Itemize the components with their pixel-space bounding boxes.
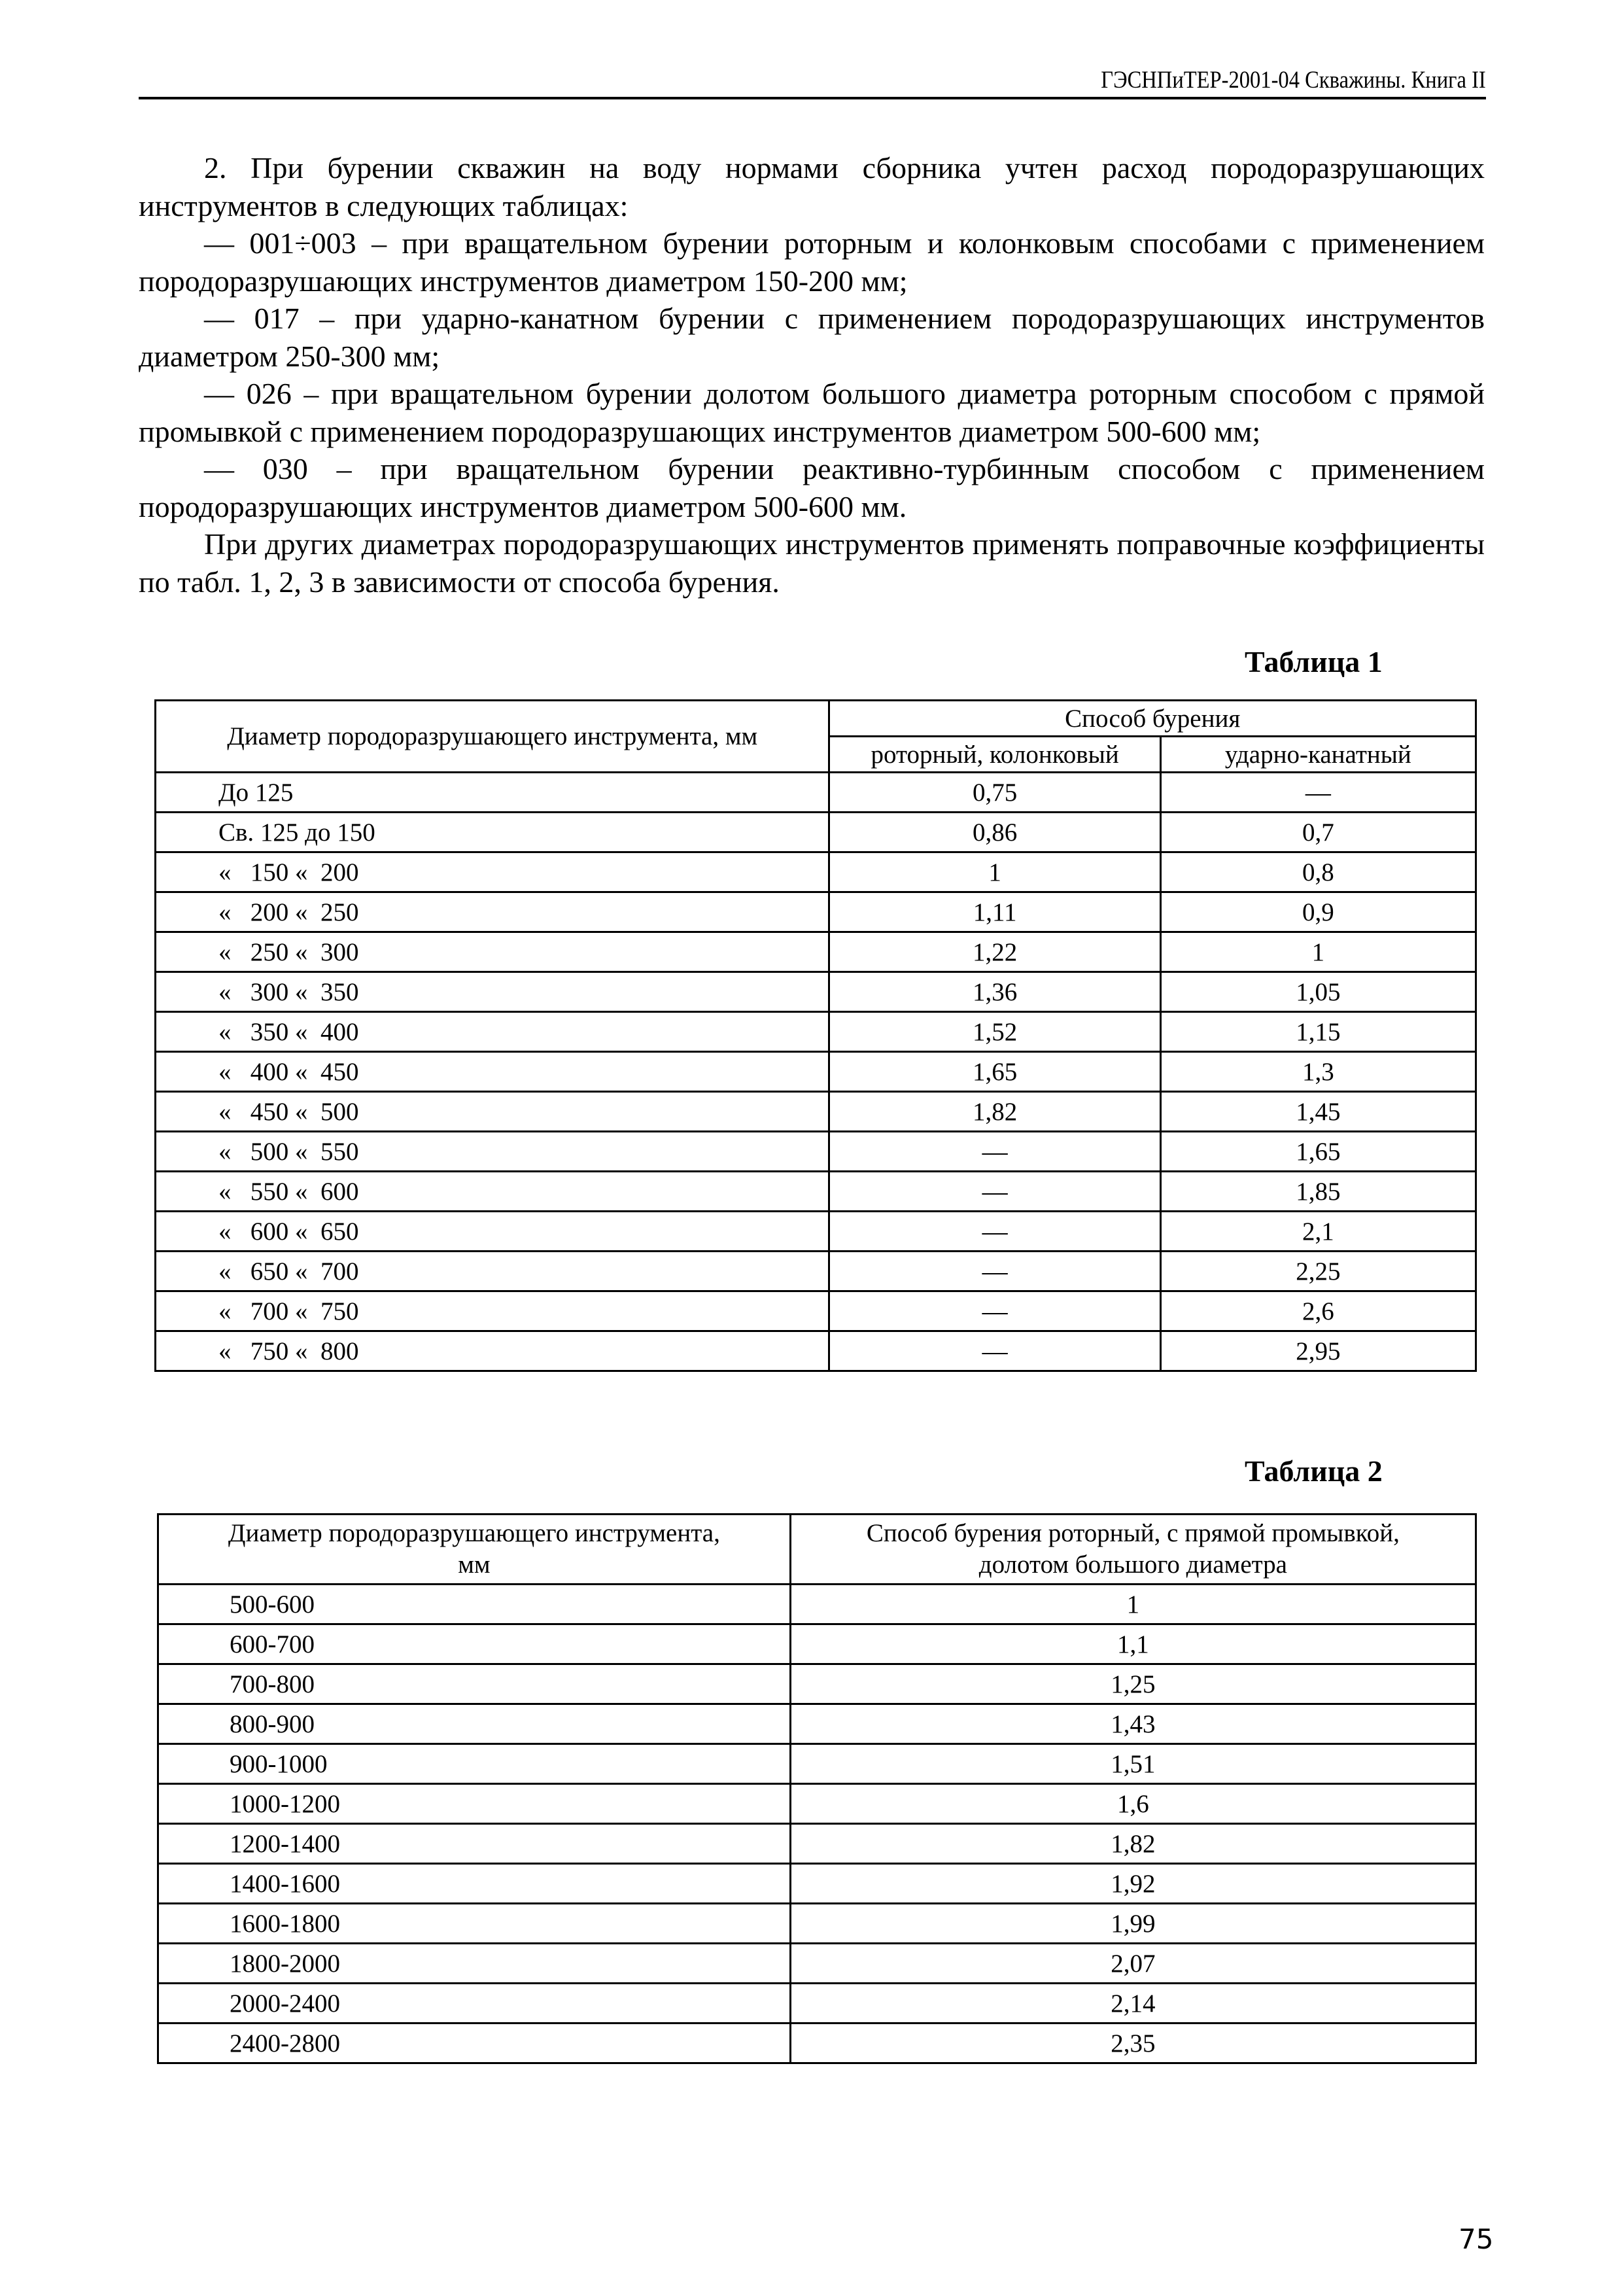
coef-cell: 1,51 <box>790 1744 1476 1784</box>
body-text <box>139 149 1485 601</box>
diameter-cell: 1200-1400 <box>158 1824 791 1864</box>
table-row <box>156 1291 1476 1331</box>
diameter-cell: 600-700 <box>158 1624 791 1664</box>
table-row <box>158 1904 1476 1944</box>
paragraph-coefficients-note: При других диаметрах породоразрушающих инструментов применять поправочные коэффициенты по табл. 1, 2, 3 в зависимости от способа бурения. <box>139 527 1485 599</box>
table2-title: Таблица 2 <box>1245 1454 1383 1488</box>
rotary-coef-cell: 1,11 <box>829 892 1160 932</box>
diameter-cell: « 250 « 300 <box>156 932 829 972</box>
diameter-cell: « 200 « 250 <box>156 892 829 932</box>
diameter-cell: 700-800 <box>158 1664 791 1704</box>
table-row <box>158 1784 1476 1824</box>
cable-coef-cell: 2,95 <box>1160 1331 1476 1371</box>
running-header <box>139 63 1486 99</box>
table2-header-drilling-method <box>790 1515 1476 1585</box>
table2 <box>157 1513 1477 2064</box>
rotary-coef-cell: — <box>829 1291 1160 1331</box>
cable-coef-cell: 2,25 <box>1160 1252 1476 1291</box>
page-number: 75 <box>1459 2223 1494 2255</box>
table-row <box>156 1052 1476 1092</box>
diameter-cell: 1000-1200 <box>158 1784 791 1824</box>
rotary-coef-cell: 0,86 <box>829 813 1160 852</box>
table-row <box>158 2023 1476 2063</box>
diameter-cell: 1800-2000 <box>158 1944 791 1984</box>
coef-cell: 1,43 <box>790 1704 1476 1744</box>
paragraph-item-030: — 030 – при вращательном бурении реактивно-турбинным способом с применением породоразрушающих инструментов диаметром 500-600 мм. <box>139 452 1485 523</box>
paragraph-item-001-003: — 001÷003 – при вращательном бурении роторным и колонковым способами с применением породоразрушающих инструментов диаметром 150-200 мм; <box>139 226 1485 298</box>
coef-cell: 2,07 <box>790 1944 1476 1984</box>
diameter-cell: « 750 « 800 <box>156 1331 829 1371</box>
cable-coef-cell: 1,45 <box>1160 1092 1476 1132</box>
table-row <box>158 1585 1476 1624</box>
cable-coef-cell: 1 <box>1160 932 1476 972</box>
cable-coef-cell: 2,1 <box>1160 1212 1476 1252</box>
table2-header-diameter-line1: Диаметр породоразрушающего инструмента, <box>228 1519 720 1547</box>
diameter-cell: « 550 « 600 <box>156 1172 829 1212</box>
diameter-cell: 800-900 <box>158 1704 791 1744</box>
coef-cell: 2,35 <box>790 2023 1476 2063</box>
coef-cell: 1,92 <box>790 1864 1476 1904</box>
rotary-coef-cell: — <box>829 1252 1160 1291</box>
table-row <box>156 1252 1476 1291</box>
table-row <box>156 1012 1476 1052</box>
diameter-cell: « 350 « 400 <box>156 1012 829 1052</box>
rotary-coef-cell: 1,82 <box>829 1092 1160 1132</box>
table-row <box>156 1132 1476 1172</box>
diameter-cell: « 400 « 450 <box>156 1052 829 1092</box>
table-row <box>156 1172 1476 1212</box>
rotary-coef-cell: — <box>829 1172 1160 1212</box>
table1-title: Таблица 1 <box>1245 645 1383 678</box>
table-row <box>156 1092 1476 1132</box>
table2-header-diameter <box>158 1515 791 1585</box>
coef-cell: 1,25 <box>790 1664 1476 1704</box>
cable-coef-cell: 1,85 <box>1160 1172 1476 1212</box>
coef-cell: 2,14 <box>790 1984 1476 2023</box>
table-row <box>158 1664 1476 1704</box>
coef-cell: 1 <box>790 1585 1476 1624</box>
diameter-cell: 2000-2400 <box>158 1984 791 2023</box>
cable-coef-cell: 1,05 <box>1160 972 1476 1012</box>
diameter-cell: « 500 « 550 <box>156 1132 829 1172</box>
table-row <box>158 1624 1476 1664</box>
paragraph-item-026: — 026 – при вращательном бурении долотом большого диаметра роторным способом с прямой промывкой с применением породоразрушающих инструментов диаметром 500-600 мм; <box>139 377 1485 448</box>
diameter-cell: « 300 « 350 <box>156 972 829 1012</box>
diameter-cell: « 600 « 650 <box>156 1212 829 1252</box>
table-row <box>158 1744 1476 1784</box>
table-row <box>156 852 1476 892</box>
paragraph-item-017: — 017 – при ударно-канатном бурении с применением породоразрушающих инструментов диаметром 250-300 мм; <box>139 302 1485 373</box>
rotary-coef-cell: — <box>829 1132 1160 1172</box>
diameter-cell: « 450 « 500 <box>156 1092 829 1132</box>
table1-header-cable: ударно-канатный <box>1160 737 1476 773</box>
table2-header-diameter-line2: мм <box>458 1550 491 1579</box>
coef-cell: 1,6 <box>790 1784 1476 1824</box>
table-row <box>156 1212 1476 1252</box>
table1 <box>154 699 1477 1372</box>
diameter-cell: 2400-2800 <box>158 2023 791 2063</box>
table-row <box>156 972 1476 1012</box>
coef-cell: 1,82 <box>790 1824 1476 1864</box>
diameter-cell: Св. 125 до 150 <box>156 813 829 852</box>
cable-coef-cell: 2,6 <box>1160 1291 1476 1331</box>
table-row <box>156 773 1476 813</box>
table-row <box>156 813 1476 852</box>
table2-header-method-line2: долотом большого диаметра <box>978 1550 1287 1579</box>
table-row <box>156 892 1476 932</box>
paragraph-intro: 2. При бурении скважин на воду нормами сборника учтен расход породоразрушающих инструментов в следующих таблицах: <box>139 151 1485 222</box>
table-row <box>158 1864 1476 1904</box>
rotary-coef-cell: 1,65 <box>829 1052 1160 1092</box>
diameter-cell: 1400-1600 <box>158 1864 791 1904</box>
table-row <box>158 1704 1476 1744</box>
cable-coef-cell: 0,7 <box>1160 813 1476 852</box>
diameter-cell: « 700 « 750 <box>156 1291 829 1331</box>
running-title: ГЭСНПиТЕР-2001-04 Скважины. Книга II <box>1101 67 1486 94</box>
rotary-coef-cell: 1,22 <box>829 932 1160 972</box>
rotary-coef-cell: — <box>829 1212 1160 1252</box>
rotary-coef-cell: 1 <box>829 852 1160 892</box>
cable-coef-cell: 1,65 <box>1160 1132 1476 1172</box>
cable-coef-cell: — <box>1160 773 1476 813</box>
table-row <box>158 1824 1476 1864</box>
rotary-coef-cell: — <box>829 1331 1160 1371</box>
diameter-cell: 500-600 <box>158 1585 791 1624</box>
rotary-coef-cell: 1,52 <box>829 1012 1160 1052</box>
table-row <box>158 1944 1476 1984</box>
cable-coef-cell: 1,3 <box>1160 1052 1476 1092</box>
table-row <box>156 932 1476 972</box>
diameter-cell: До 125 <box>156 773 829 813</box>
coef-cell: 1,1 <box>790 1624 1476 1664</box>
diameter-cell: 1600-1800 <box>158 1904 791 1944</box>
table1-header-drilling-method: Способ бурения <box>829 701 1476 737</box>
table1-header-rotary: роторный, колонковый <box>829 737 1160 773</box>
rotary-coef-cell: 0,75 <box>829 773 1160 813</box>
cable-coef-cell: 1,15 <box>1160 1012 1476 1052</box>
diameter-cell: « 650 « 700 <box>156 1252 829 1291</box>
table2-header-method-line1: Способ бурения роторный, с прямой промывкой, <box>866 1519 1400 1547</box>
table-row <box>158 1984 1476 2023</box>
table-row <box>156 1331 1476 1371</box>
rotary-coef-cell: 1,36 <box>829 972 1160 1012</box>
diameter-cell: « 150 « 200 <box>156 852 829 892</box>
table1-header-diameter: Диаметр породоразрушающего инструмента, мм <box>156 701 829 773</box>
coef-cell: 1,99 <box>790 1904 1476 1944</box>
cable-coef-cell: 0,8 <box>1160 852 1476 892</box>
cable-coef-cell: 0,9 <box>1160 892 1476 932</box>
diameter-cell: 900-1000 <box>158 1744 791 1784</box>
